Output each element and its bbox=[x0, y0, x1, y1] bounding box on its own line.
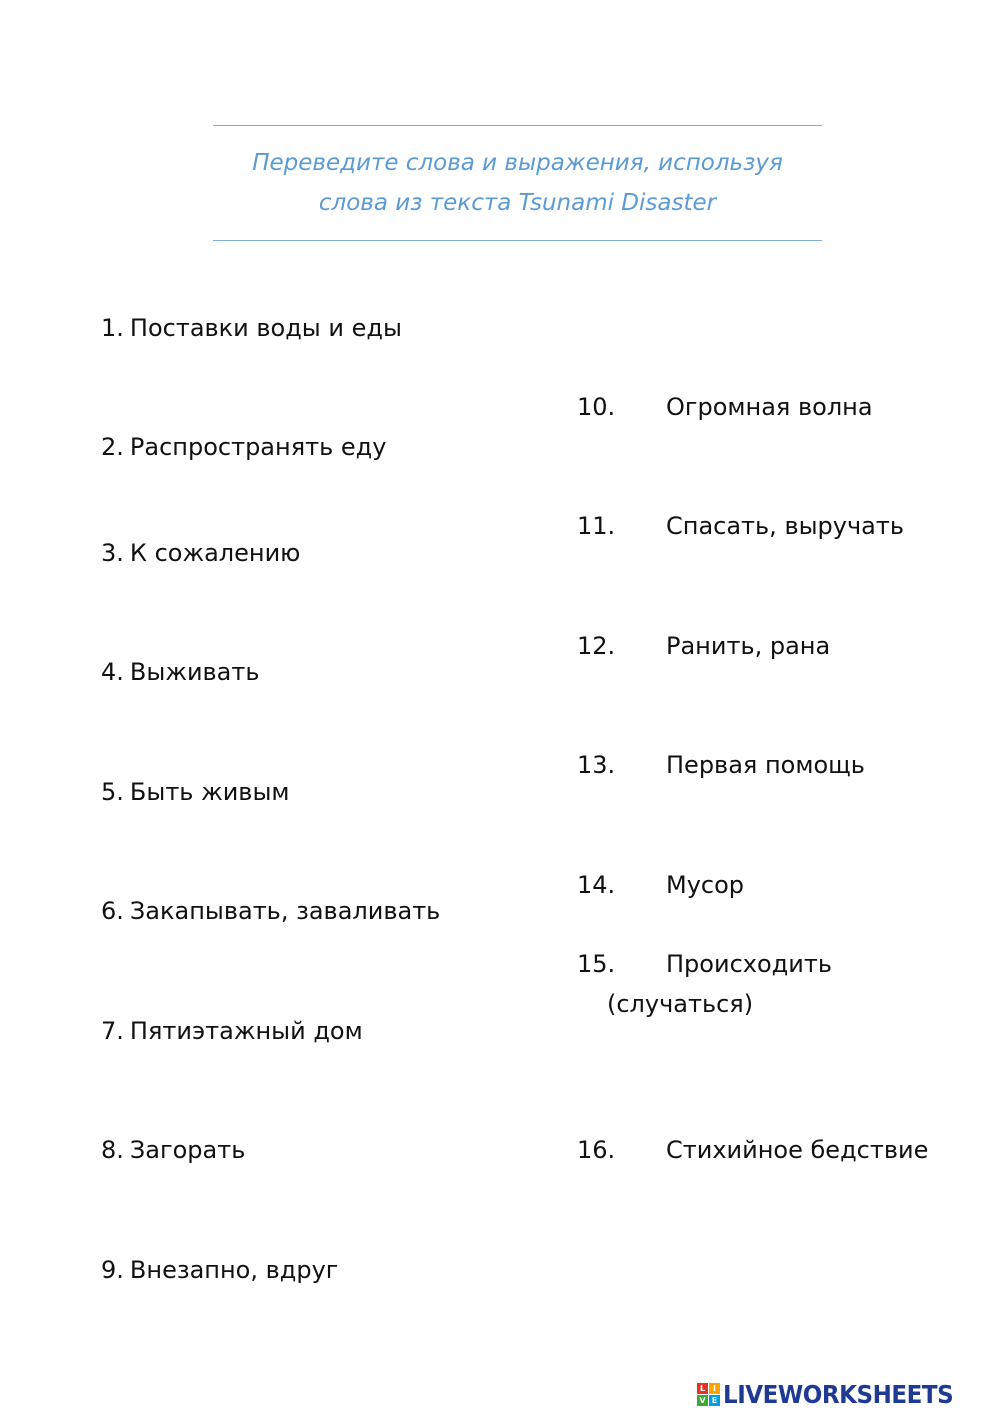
item-text: Пятиэтажный дом bbox=[129, 1017, 363, 1045]
item-number: 7. bbox=[101, 1017, 124, 1045]
list-item bbox=[101, 652, 260, 692]
list-item bbox=[577, 944, 832, 984]
item-number: 4. bbox=[101, 658, 124, 686]
item-number: 8. bbox=[101, 1136, 124, 1164]
item-number: 5. bbox=[101, 778, 124, 806]
item-text: Ранить, рана bbox=[666, 632, 831, 660]
logo-letter: E bbox=[709, 1395, 720, 1406]
item-text: Распространять еду bbox=[129, 433, 387, 461]
logo-letter: L bbox=[697, 1383, 708, 1394]
item-number: 1. bbox=[101, 314, 124, 342]
item-text: Загорать bbox=[129, 1136, 246, 1164]
instruction-title bbox=[213, 143, 822, 223]
list-item bbox=[101, 891, 440, 931]
logo-letter: V bbox=[697, 1395, 708, 1406]
item-text: Огромная волна bbox=[666, 393, 873, 421]
logo-wordmark: LIVEWORKSHEETS bbox=[723, 1379, 954, 1409]
item-number: 14. bbox=[577, 871, 616, 899]
item-text: Мусор bbox=[666, 871, 745, 899]
item-number: 2. bbox=[101, 433, 124, 461]
liveworksheets-logo bbox=[697, 1376, 973, 1412]
item-text: Закапывать, заваливать bbox=[129, 897, 441, 925]
header-rule-bottom bbox=[213, 240, 822, 241]
item-number: 9. bbox=[101, 1256, 124, 1284]
list-item bbox=[577, 506, 904, 546]
list-item bbox=[101, 1011, 363, 1051]
item-text: Первая помощь bbox=[666, 751, 865, 779]
item-text-continuation: (случаться) bbox=[607, 990, 754, 1018]
list-item bbox=[577, 1130, 928, 1170]
item-number: 16. bbox=[577, 1136, 616, 1164]
item-number: 12. bbox=[577, 632, 616, 660]
list-item bbox=[101, 533, 300, 573]
list-item bbox=[577, 626, 830, 666]
item-text: Внезапно, вдруг bbox=[129, 1256, 339, 1284]
instruction-line-2: слова из текста Tsunami Disaster bbox=[318, 190, 717, 216]
item-number: 6. bbox=[101, 897, 124, 925]
list-item bbox=[101, 427, 386, 467]
list-item bbox=[101, 772, 290, 812]
item-text: К сожалению bbox=[129, 539, 301, 567]
header-rule-top bbox=[213, 125, 822, 126]
instruction-line-1: Переведите слова и выражения, используя bbox=[252, 150, 783, 176]
logo-mark-icon bbox=[697, 1383, 720, 1406]
item-number: 11. bbox=[577, 512, 616, 540]
list-item bbox=[101, 308, 402, 348]
item-number: 13. bbox=[577, 751, 616, 779]
item-text: Выживать bbox=[129, 658, 260, 686]
list-item bbox=[577, 387, 873, 427]
item-number: 3. bbox=[101, 539, 124, 567]
item-number: 15. bbox=[577, 950, 616, 978]
list-item bbox=[577, 745, 865, 785]
list-item bbox=[577, 865, 744, 905]
list-item bbox=[101, 1130, 245, 1170]
item-text: Быть живым bbox=[129, 778, 290, 806]
list-item bbox=[101, 1250, 338, 1290]
item-text: Поставки воды и еды bbox=[129, 314, 402, 342]
item-text: Стихийное бедствие bbox=[666, 1136, 929, 1164]
item-number: 10. bbox=[577, 393, 616, 421]
item-text: Происходить bbox=[666, 950, 832, 978]
logo-letter: I bbox=[709, 1383, 720, 1394]
item-text: Спасать, выручать bbox=[666, 512, 904, 540]
